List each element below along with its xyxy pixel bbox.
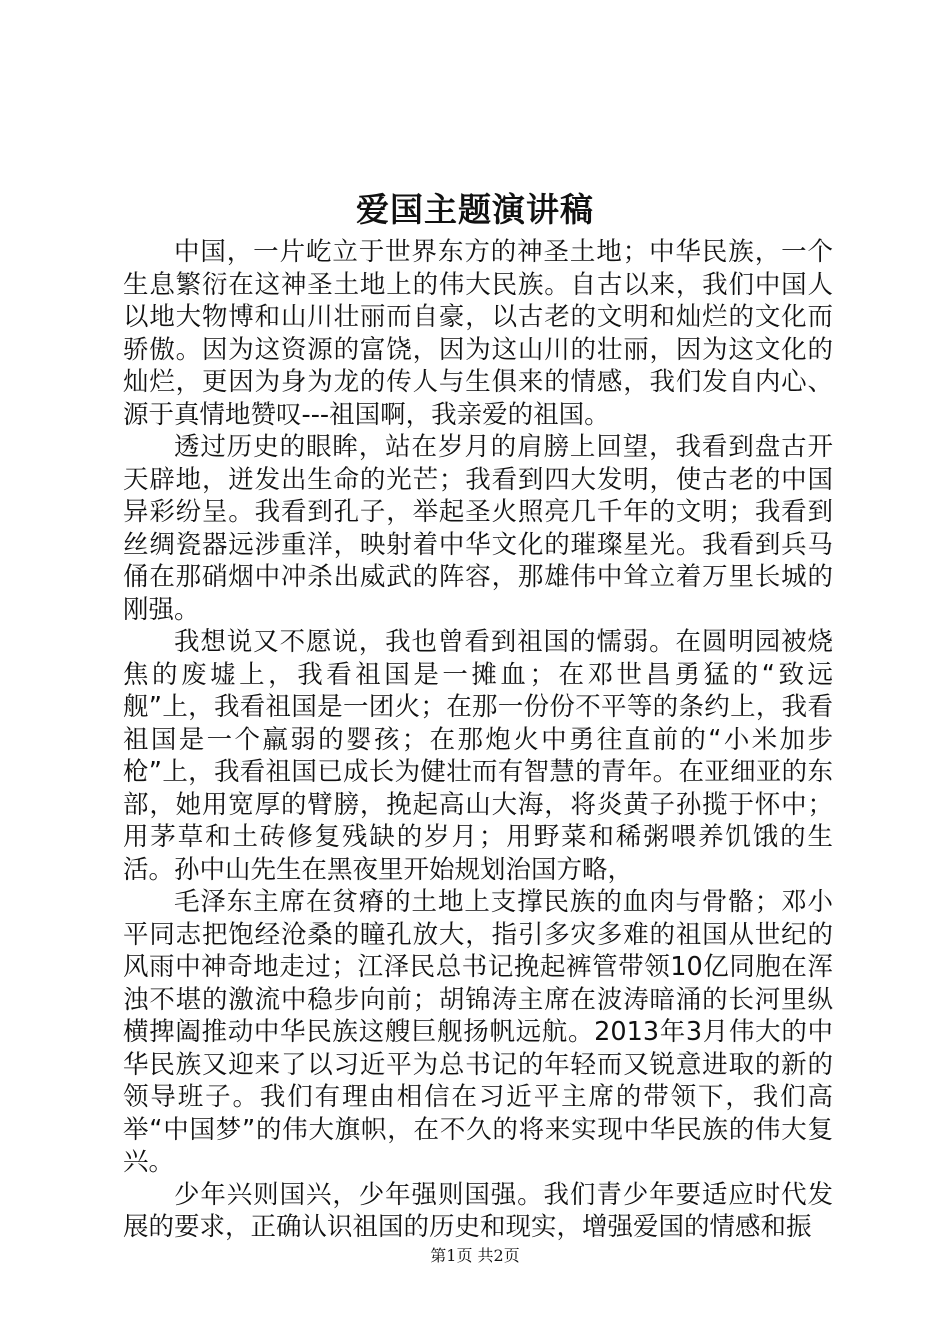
paragraph-2: 透过历史的眼眸，站在岁月的肩膀上回望，我看到盘古开天辟地，迸发出生命的光芒；我看到四大发明，使古老的中国异彩纷呈。我看到孔子，举起圣火照亮几千年的文明；我看到丝绸瓷器远涉重洋，映射着中华文化的璀璨星光。我看到兵马俑在那硝烟中冲杀出威武的阵容，那雄伟中耸立着万里长城的刚强。	[123, 432, 833, 625]
paragraph-5: 少年兴则国兴，少年强则国强。我们青少年要适应时代发展的要求，正确认识祖国的历史和现实，增强爱国的情感和振	[123, 1179, 833, 1242]
document-body	[123, 236, 833, 1244]
document-title: 爱国主题演讲稿	[356, 190, 594, 229]
paragraph-3: 我想说又不愿说，我也曾看到祖国的懦弱。在圆明园被烧焦的废墟上，我看祖国是一摊血；在邓世昌勇猛的“致远舰”上，我看祖国是一团火；在那一份份不平等的条约上，我看祖国是一个羸弱的婴孩；在那炮火中勇往直前的“小米加步枪”上，我看祖国已成长为健壮而有智慧的青年。在亚细亚的东部，她用宽厚的臂膀，挽起高山大海，将炎黄子孙揽于怀中；用茅草和土砖修复残缺的岁月；用野菜和稀粥喂养饥饿的生活。孙中山先生在黑夜里开始规划治国方略，	[123, 627, 833, 885]
paragraph-4: 毛泽东主席在贫瘠的土地上支撑民族的血肉与骨骼；邓小平同志把饱经沧桑的瞳孔放大，指引多灾多难的祖国从世纪的风雨中神奇地走过；江泽民总书记挽起裤管带领10亿同胞在浑浊不堪的激流中稳步向前；胡锦涛主席在波涛暗涌的长河里纵横捭阖推动中华民族这艘巨舰扬帆远航。2013年3月伟大的中华民族又迎来了以习近平为总书记的年轻而又锐意进取的新的领导班子。我们有理由相信在习近平主席的带领下，我们高举“中国梦”的伟大旗帜，在不久的将来实现中华民族的伟大复兴。	[123, 887, 833, 1177]
page-number-footer: 第1页 共2页	[430, 1246, 520, 1265]
paragraph-1: 中国，一片屹立于世界东方的神圣土地；中华民族，一个生息繁衍在这神圣土地上的伟大民族。自古以来，我们中国人以地大物博和山川壮丽而自豪，以古老的文明和灿烂的文化而骄傲。因为这资源的富饶，因为这山川的壮丽，因为这文化的灿烂，更因为身为龙的传人与生俱来的情感，我们发自内心、源于真情地赞叹---祖国啊，我亲爱的祖国。	[123, 237, 833, 430]
